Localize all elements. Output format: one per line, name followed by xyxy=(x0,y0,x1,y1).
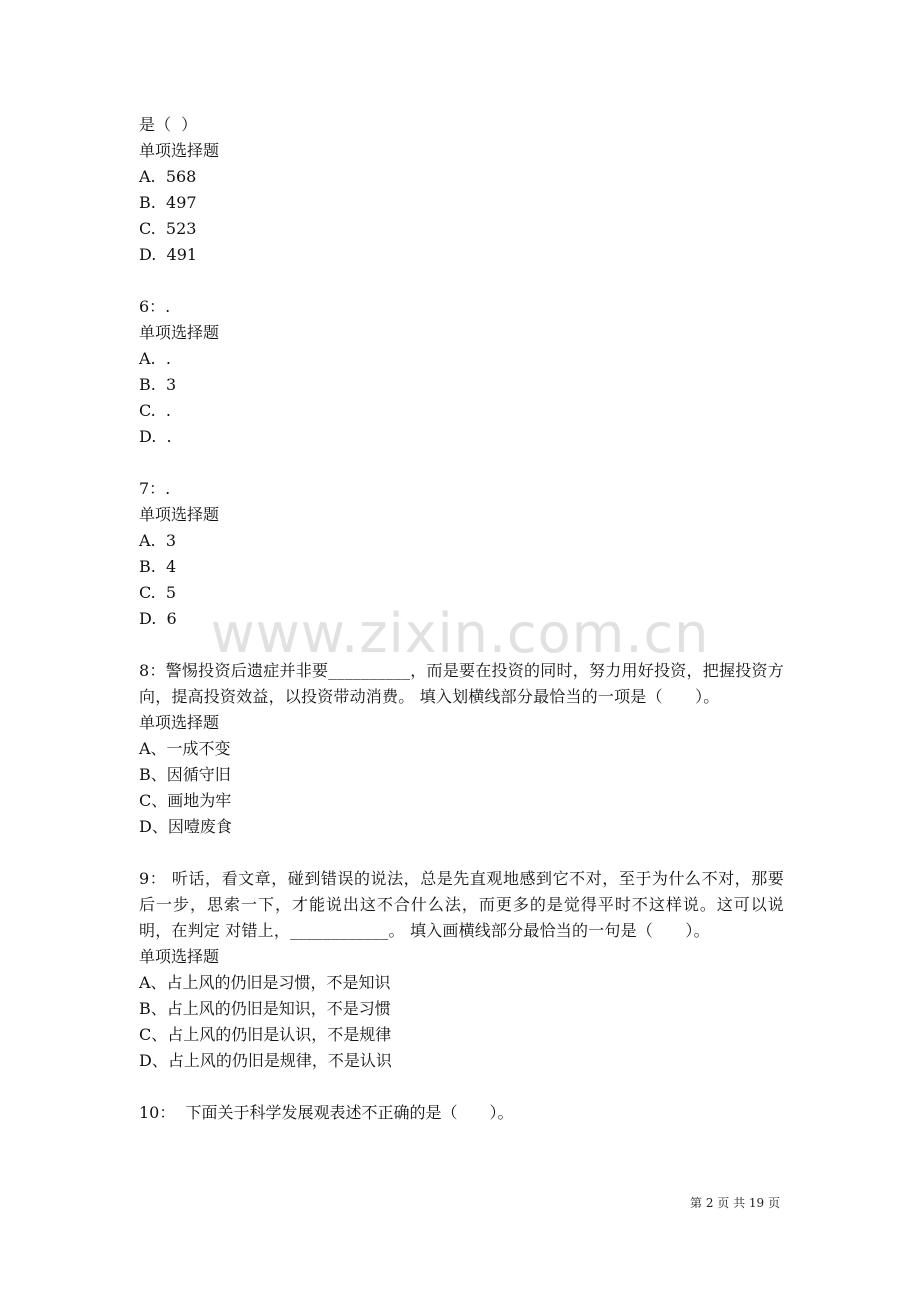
question-stem: 10： 下面关于科学发展观表述不正确的是（ ）。 xyxy=(139,1103,514,1122)
option-a: A. . xyxy=(139,349,171,368)
question-type: 单项选择题 xyxy=(139,505,220,524)
question-type: 单项选择题 xyxy=(139,323,220,342)
option-c: C. 5 xyxy=(139,583,177,602)
question-8 xyxy=(139,658,784,840)
question-continuation xyxy=(139,112,784,268)
page-number: 第 2 页 共 19 页 xyxy=(690,1196,780,1210)
option-c: C、画地为牢 xyxy=(139,791,232,810)
option-a: A、占上风的仍旧是习惯，不是知识 xyxy=(139,973,391,992)
option-a: A、一成不变 xyxy=(139,739,231,758)
option-a: A. 3 xyxy=(139,531,176,550)
option-d: D. 491 xyxy=(139,245,198,264)
question-stem: 7：. xyxy=(139,479,171,498)
option-c: C. 523 xyxy=(139,219,197,238)
question-type: 单项选择题 xyxy=(139,947,220,966)
question-type: 单项选择题 xyxy=(139,713,220,732)
option-b: B、占上风的仍旧是知识，不是习惯 xyxy=(139,999,391,1018)
question-7 xyxy=(139,476,784,632)
question-9 xyxy=(139,866,784,1074)
option-b: B. 3 xyxy=(139,375,177,394)
question-stem: 6：. xyxy=(139,297,171,316)
question-stem: 8：警惕投资后遗症并非要__________，而是要在投资的同时，努力用好投资，把握投资方向，提高投资效益，以投资带动消费。 填入划横线部分最恰当的一项是（ ）。 xyxy=(139,661,784,706)
question-6 xyxy=(139,294,784,450)
option-d: D、占上风的仍旧是规律，不是认识 xyxy=(139,1051,392,1070)
question-type: 单项选择题 xyxy=(139,141,220,160)
question-10 xyxy=(139,1100,784,1126)
option-c: C、占上风的仍旧是认识，不是规律 xyxy=(139,1025,392,1044)
question-stem: 是（ ） xyxy=(139,115,198,134)
option-d: D. . xyxy=(139,427,172,446)
option-d: D、因噎废食 xyxy=(139,817,232,836)
option-b: B、因循守旧 xyxy=(139,765,231,784)
option-d: D. 6 xyxy=(139,609,177,628)
question-stem: 9： 听话，看文章，碰到错误的说法，总是先直观地感到它不对，至于为什么不对，那要后一步，思索一下，才能说出这不合什么法，而更多的是觉得平时不这样说。这可以说明，在判定 对错上，____________。 填入画横线部分最恰当的一句是（ ）。 xyxy=(139,869,784,940)
option-b: B. 497 xyxy=(139,193,197,212)
option-b: B. 4 xyxy=(139,557,177,576)
watermark: www.zixin.com.cn xyxy=(210,602,710,665)
option-a: A. 568 xyxy=(139,167,197,186)
page-content xyxy=(139,112,784,1126)
option-c: C. . xyxy=(139,401,172,420)
